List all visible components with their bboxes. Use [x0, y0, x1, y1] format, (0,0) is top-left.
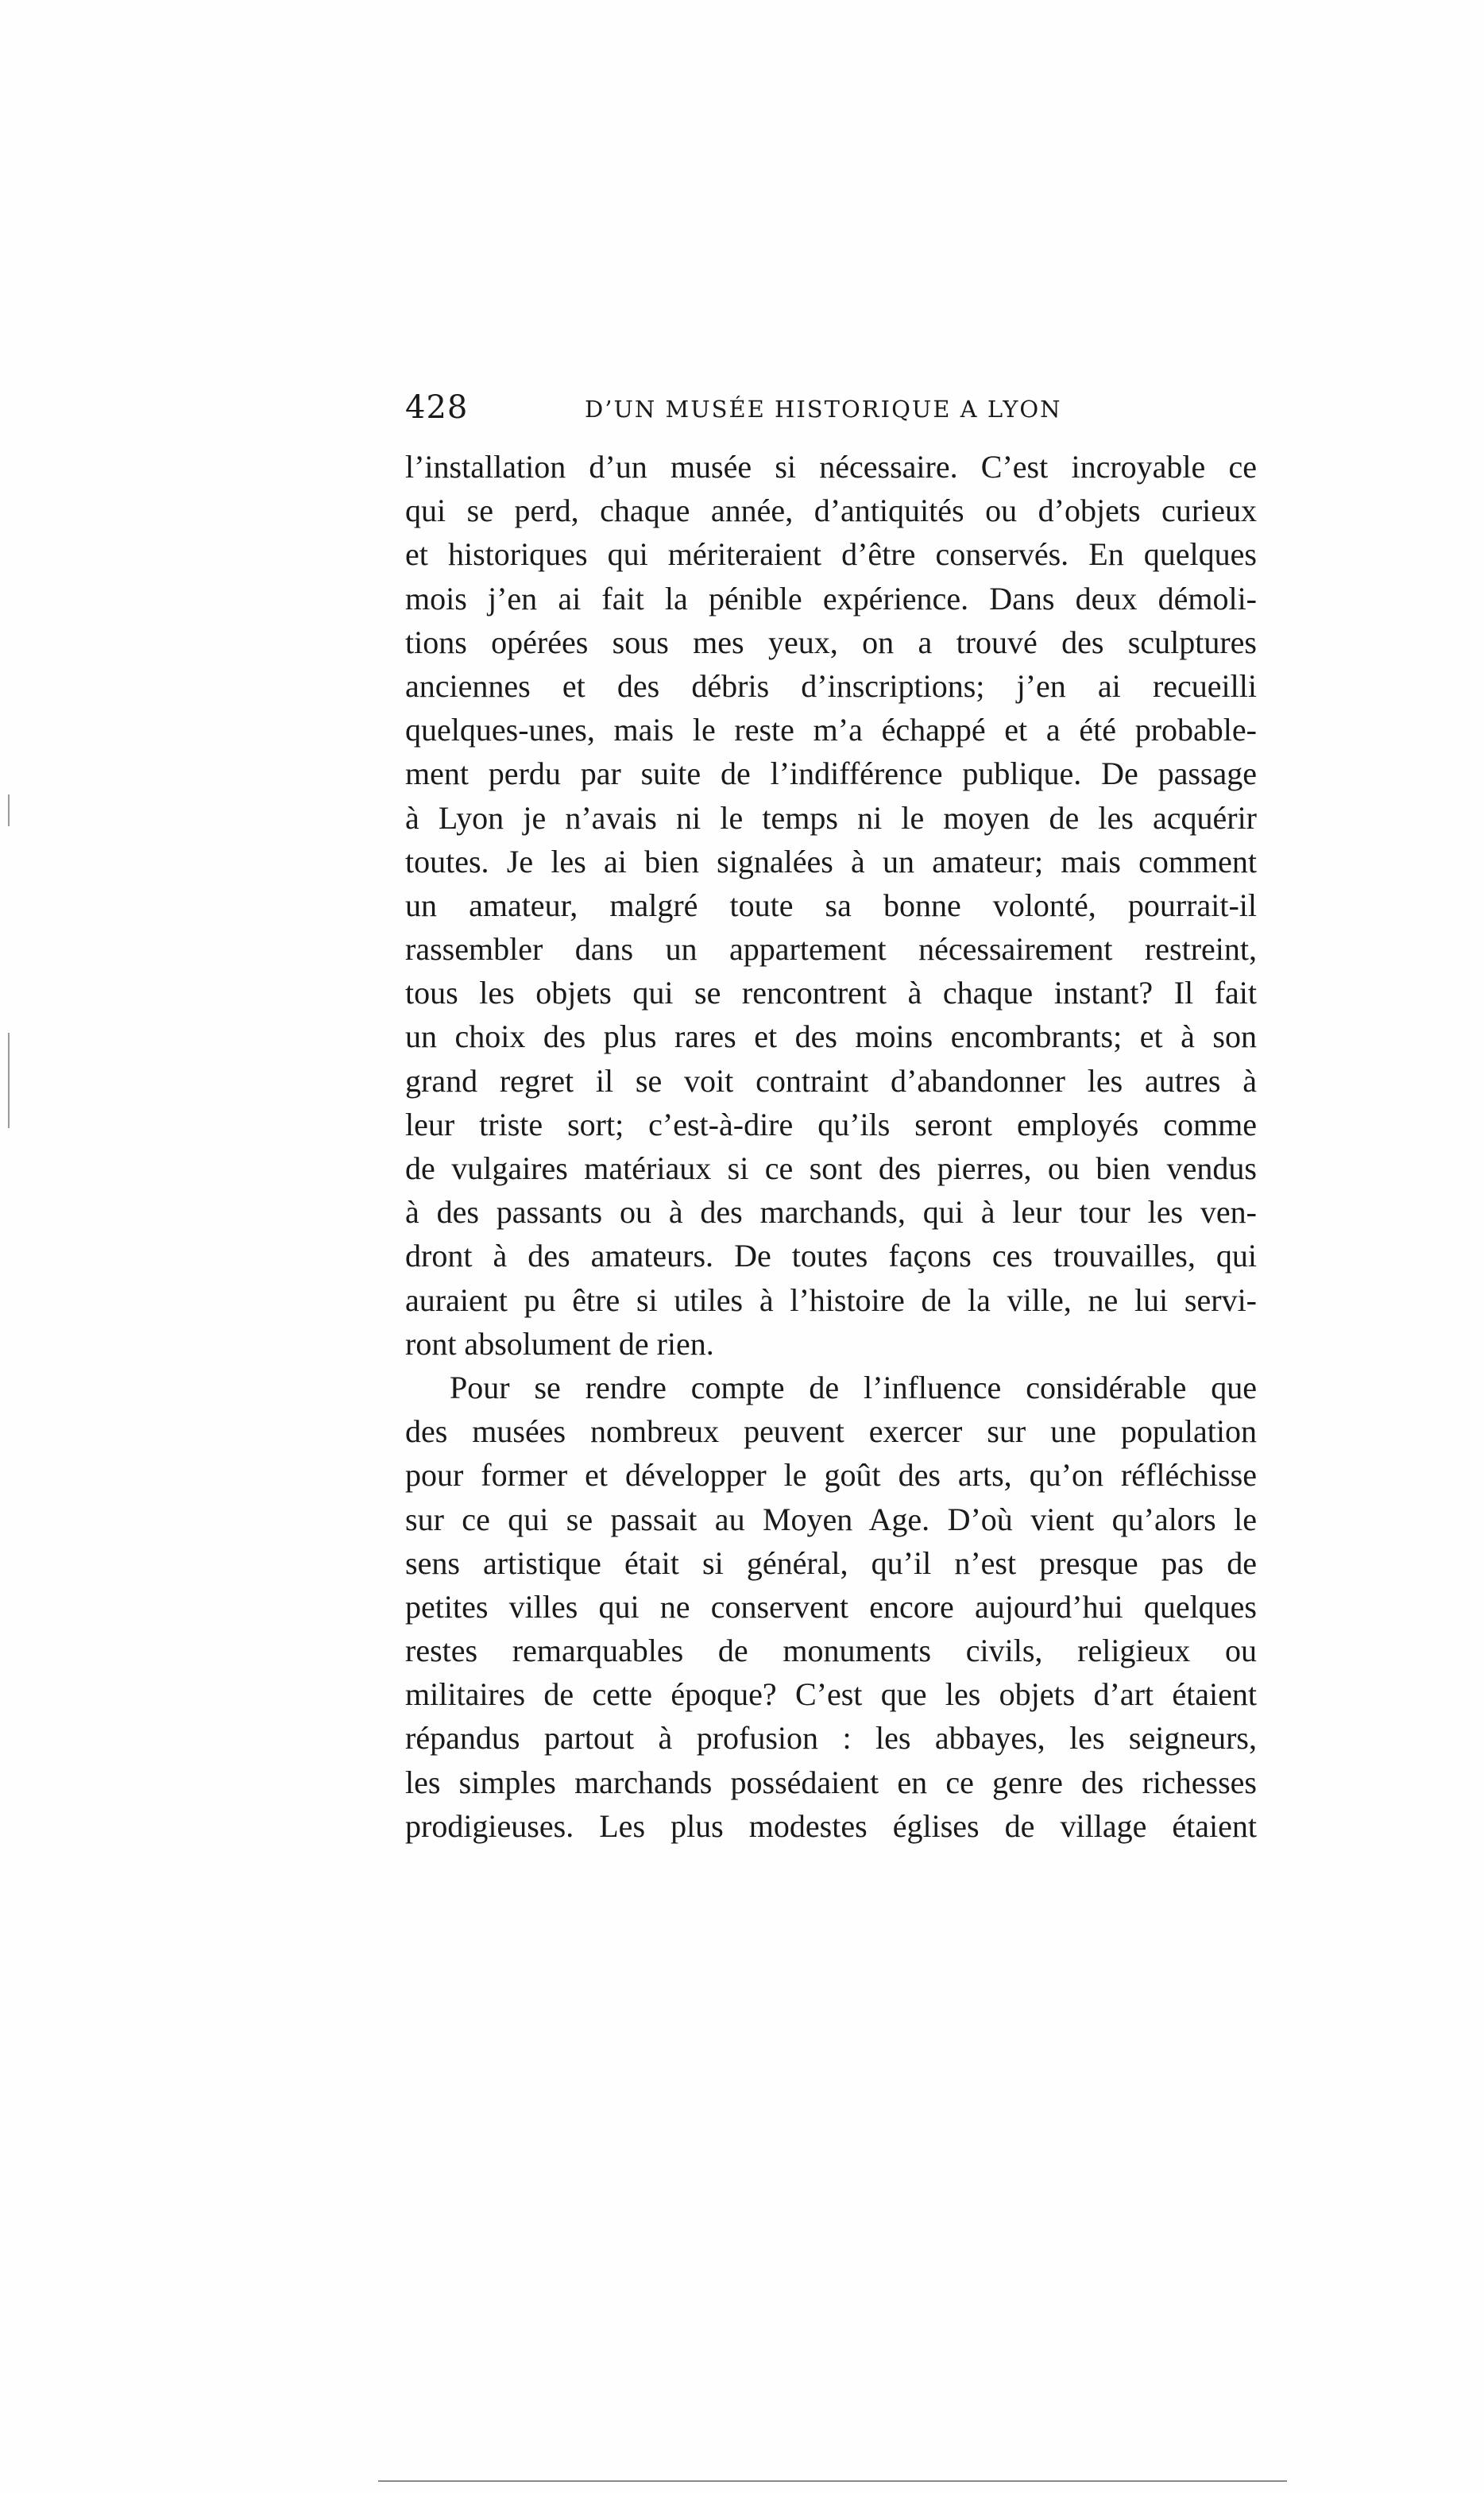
text-line: toutes. Je les ai bien signalées à un amateur; mais comment: [405, 843, 1257, 879]
text-line: tions opérées sous mes yeux, on a trouvé des sculptures: [405, 624, 1257, 660]
text-line: et historiques qui mériteraient d’être conservés. En quelques: [405, 536, 1257, 573]
text-line: sur ce qui se passait au Moyen Age. D’où vient qu’alors le: [405, 1501, 1257, 1537]
text-line: ment perdu par suite de l’indifférence publique. De passage: [405, 756, 1257, 792]
page-number: 428: [405, 389, 469, 426]
text-line: l’installation d’un musée si nécessaire. C’est incroyable ce: [405, 449, 1257, 485]
text-line: un amateur, malgré toute sa bonne volonté, pourrait-il: [405, 887, 1257, 923]
text-line: des musées nombreux peuvent exercer sur une population: [405, 1413, 1257, 1450]
text-line: prodigieuses. Les plus modestes églises de village étaient: [405, 1807, 1257, 1844]
text-line: sens artistique était si général, qu’il n’est presque pas de: [405, 1544, 1257, 1581]
text-line: dront à des amateurs. De toutes façons ces trouvailles, qui: [405, 1238, 1257, 1274]
text-line: les simples marchands possédaient en ce genre des richesses: [405, 1764, 1257, 1800]
text-line: de vulgaires matériaux si ce sont des pierres, ou bien vendus: [405, 1150, 1257, 1186]
text-line: rassembler dans un appartement nécessairement restreint,: [405, 931, 1257, 968]
scan-bottom-rule: [378, 2480, 1287, 2482]
paragraph-1: [405, 445, 1257, 1366]
text-line: à des passants ou à des marchands, qui à leur tour les ven-: [405, 1194, 1257, 1231]
body-text: [405, 445, 1257, 1848]
text-line: ront absolument de rien.: [405, 1325, 714, 1362]
text-line: à Lyon je n’avais ni le temps ni le moyen de les acquérir: [405, 799, 1257, 836]
text-line: restes remarquables de monuments civils, religieux ou: [405, 1633, 1257, 1669]
text-line: quelques-unes, mais le reste m’a échappé et a été probable-: [405, 712, 1257, 748]
text-line: auraient pu être si utiles à l’histoire de la ville, ne lui servi-: [405, 1281, 1257, 1318]
text-line: militaires de cette époque? C’est que les objets d’art étaient: [405, 1676, 1257, 1713]
text-line: qui se perd, chaque année, d’antiquités ou d’objets curieux: [405, 493, 1257, 529]
text-line: répandus partout à profusion : les abbayes, les seigneurs,: [405, 1720, 1257, 1757]
text-line: petites villes qui ne conservent encore aujourd’hui quelques: [405, 1588, 1257, 1625]
scan-edge-mark: [8, 794, 10, 826]
text-line: pour former et développer le goût des arts, qu’on réfléchisse: [405, 1457, 1257, 1494]
text-line: mois j’en ai fait la pénible expérience. Dans deux démoli-: [405, 580, 1257, 616]
page-header: [405, 388, 1263, 427]
text-line: un choix des plus rares et des moins encombrants; et à son: [405, 1018, 1257, 1055]
text-line: Pour se rendre compte de l’influence considérable que: [450, 1369, 1257, 1405]
text-line: grand regret il se voit contraint d’abandonner les autres à: [405, 1062, 1257, 1099]
scan-edge-mark: [8, 1033, 10, 1128]
running-title: D’UN MUSÉE HISTORIQUE A LYON: [585, 396, 1062, 423]
text-line: leur triste sort; c’est-à-dire qu’ils seront employés comme: [405, 1106, 1257, 1142]
text-line: tous les objets qui se rencontrent à chaque instant? Il fait: [405, 975, 1257, 1011]
paragraph-2: [405, 1366, 1257, 1848]
text-line: anciennes et des débris d’inscriptions; j’en ai recueilli: [405, 667, 1257, 704]
